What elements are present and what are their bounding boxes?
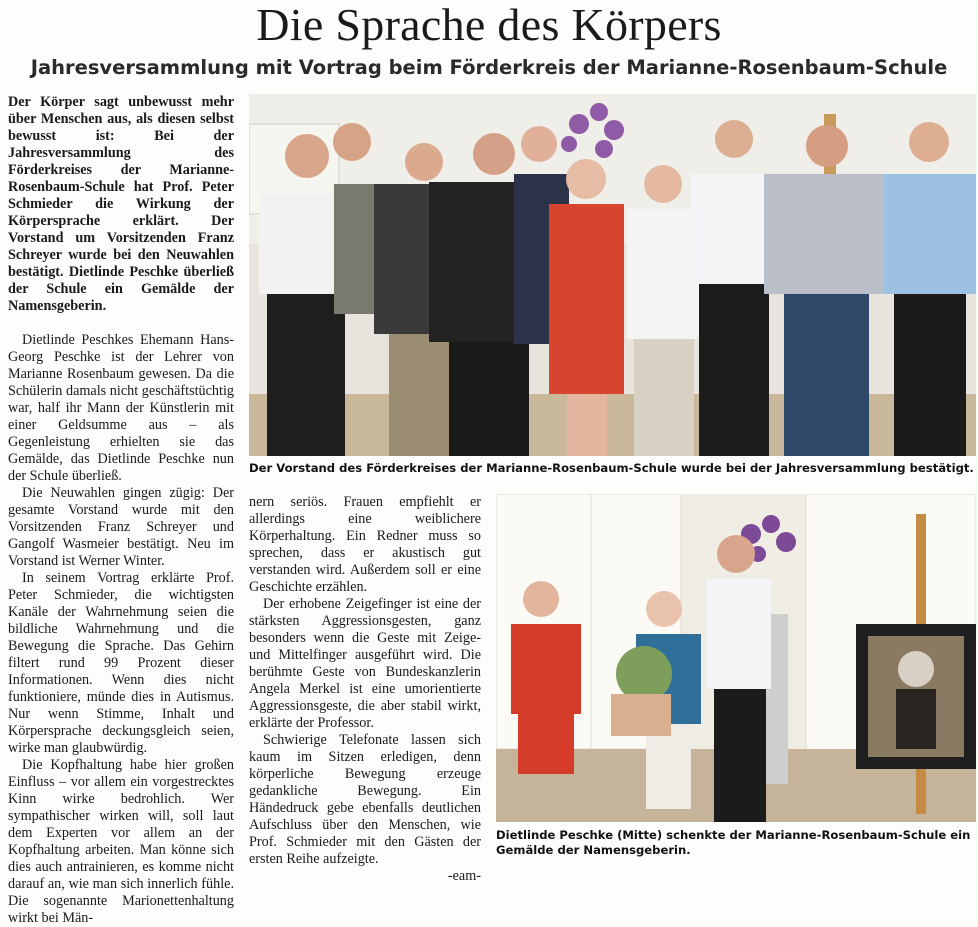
article-column-2 [249, 494, 481, 885]
photo-caption: Der Vorstand des Förderkreises der Marianne-Rosenbaum-Schule wurde bei der Jahresversammlung bestätigt. [249, 461, 974, 475]
body-paragraph: Der erhobene Zeigefinger ist eine der stärksten Aggressionsgesten, ganz besonders wenn die Geste mit Zeige- und Mittelfinger ausgeführt wird. Die berühmte Geste von Bundeskanzlerin Angela Merkel ist eine umorientierte Aggressionsgeste, die aber stabil wirkt, erklärte der Professor. [249, 596, 481, 731]
lead-paragraph: Der Körper sagt unbewusst mehr über Menschen aus, als diesen selbst bewusst ist: Bei der Jahresversammlung des Förderkreises der Marianne-Rosenbaum-Schule hat Prof. Peter Schmieder die Wirkung der Körpersprache erklärt. Der Vorstand um Vorsitzenden Franz Schreyer wurde bei den Neuwahlen bestätigt. Dietlinde Peschke überließ der Schule ein Gemälde der Namensgeberin. [8, 94, 234, 314]
photo-caption: Dietlinde Peschke (Mitte) schenkte der Marianne-Rosenbaum-Schule ein Gemälde der Namensgeberin. [496, 828, 971, 857]
headline: Die Sprache des Körpers [256, 0, 722, 50]
body-paragraph: Dietlinde Peschkes Ehemann Hans-Georg Peschke ist der Lehrer von Marianne Rosenbaum gewesen. Da die Schülerin damals nicht geschäftstüchtig war, half ihr Mann der Künstlerin mit einer Geldsumme aus – als Gegenleistung erhielten sie das Gemälde, das Dietlinde Peschke nun der Schule überließ. [8, 332, 234, 484]
group-photo [249, 94, 976, 456]
body-paragraph: Die Kopfhaltung habe hier großen Einfluss – vor allem ein vorgestrecktes Kinn wirke bedrohlich. Wer sympathischer wirken will, soll laut dem Experten vor allem an der Kopfhaltung arbeiten. Man könne sich dies auch antrainieren, es komme nicht darauf an, wie man sich innerlich fühle. Die sogenannte Marionettenhaltung wirkt bei Män- [8, 757, 234, 926]
body-paragraph: nern seriös. Frauen empfiehlt er allerdings eine weiblichere Körperhaltung. Ein Redner muss so sprechen, dass er akustisch gut verstanden wird. Außerdem soll er eine Geschichte erzählen. [249, 494, 481, 595]
author-signature: -eam- [447, 868, 481, 884]
article-column-1 [8, 94, 234, 927]
handover-photo [496, 494, 976, 822]
body-paragraph: Schwierige Telefonate lassen sich kaum im Sitzen erledigen, denn körperliche Bewegung erzeuge gedankliche Bewegung. Ein Händedruck gebe ebenfalls deutlichen Aufschluss über den Menschen, wie Prof. Schmieder mit den Gästen der ersten Reihe aufzeigte. [249, 732, 481, 867]
body-paragraph: In seinem Vortrag erklärte Prof. Peter Schmieder, die wichtigsten Kanäle der Wahrnehmung seien die bildliche Wahrnehmung und die Bewegung die Sprache. Das Gehirn filtert rund 99 Prozent dieser Informationen. Wenn dies nicht funktioniere, münde dies in Autismus. Nur wenn Stimme, Inhalt und Körpersprache deckungsgleich seien, wirke man glaubwürdig. [8, 570, 234, 756]
body-paragraph: Die Neuwahlen gingen zügig: Der gesamte Vorstand wurde mit den Vorsitzenden Franz Schreyer und Gangolf Wasmeier bestätigt. Neu im Vorstand ist Werner Winter. [8, 485, 234, 569]
subheadline: Jahresversammlung mit Vortrag beim Förderkreis der Marianne-Rosenbaum-Schule [30, 56, 948, 79]
